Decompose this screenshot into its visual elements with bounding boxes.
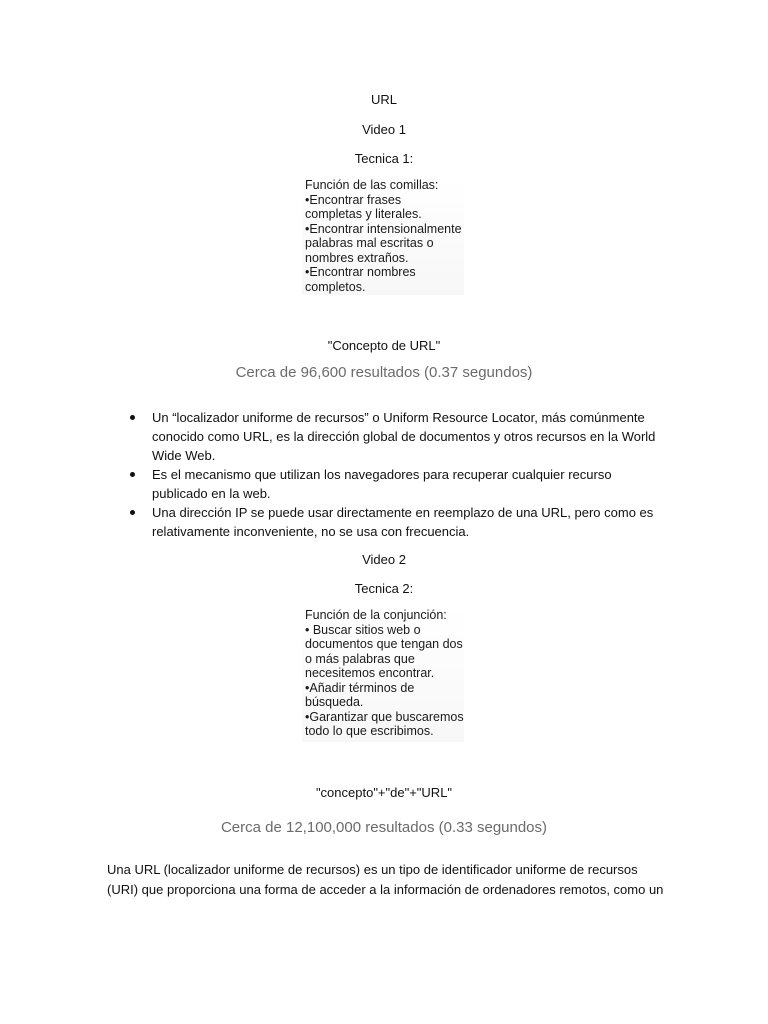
snippet-line: búsqueda.	[305, 695, 364, 709]
bullet-icon	[130, 415, 135, 420]
snippet-line: •Garantizar que buscaremos	[305, 709, 464, 724]
snippet-line: palabras mal escritas o	[305, 236, 434, 250]
snippet-line: o más palabras que	[305, 651, 415, 666]
document-title: URL	[370, 92, 397, 107]
snippet-line: necesitemos encontrar.	[305, 666, 435, 680]
search-query-2: "concepto"+"de"+"URL"	[315, 785, 453, 800]
bullet-icon	[130, 510, 135, 515]
list-item-text: Una dirección IP se puede usar directamente en reemplazo de una URL, pero como es relativamente inconveniente, no se usa con frecuencia.	[152, 505, 654, 539]
list-item-text: Es el mecanismo que utilizan los navegadores para recuperar cualquier recurso publicado en la web.	[152, 467, 612, 501]
technique-1-heading: Tecnica 1:	[354, 151, 414, 166]
search-results-count-2: Cerca de 12,100,000 resultados (0.33 segundos)	[220, 819, 548, 836]
snippet-line: •Encontrar frases	[305, 192, 402, 207]
list-item	[130, 408, 670, 465]
technique-1-snippet-image	[302, 178, 464, 295]
snippet-line: documentos que tengan dos	[305, 637, 463, 651]
snippet-line: •Añadir términos de	[305, 680, 415, 695]
bullet-icon	[130, 472, 135, 477]
video-2-heading: Video 2	[362, 552, 406, 567]
snippet-line: Función de las comillas:	[305, 178, 439, 192]
snippet-line: •Encontrar nombres	[305, 265, 416, 279]
technique-2-heading: Tecnica 2:	[354, 581, 414, 596]
snippet-line: Función de la conjunción:	[305, 608, 447, 622]
search-results-count-1: Cerca de 96,600 resultados (0.37 segundos)	[235, 364, 533, 381]
url-definition-list	[130, 408, 670, 541]
search-query-1: "Concepto de URL"	[327, 338, 441, 353]
snippet-line: todo lo que escribimos.	[305, 724, 434, 738]
snippet-line: nombres extraños.	[305, 250, 409, 265]
list-item-text: Un “localizador uniforme de recursos” o Uniform Resource Locator, más comúnmente conocido como URL, es la dirección global de documentos y otros recursos en la World Wide Web.	[152, 410, 656, 463]
technique-2-snippet-image	[302, 608, 464, 742]
url-paragraph: Una URL (localizador uniforme de recursos) es un tipo de identificador uniforme de recursos (URI) que proporciona una forma de acceder a la información de ordenadores remotos, como un	[107, 862, 664, 897]
snippet-line: •Encontrar intensionalmente	[305, 221, 462, 236]
snippet-line: completos.	[305, 279, 366, 294]
list-item	[130, 503, 670, 541]
snippet-line: completas y literales.	[305, 207, 422, 221]
video-1-heading: Video 1	[362, 122, 406, 137]
list-item	[130, 465, 670, 503]
snippet-line: • Buscar sitios web o	[305, 622, 421, 637]
